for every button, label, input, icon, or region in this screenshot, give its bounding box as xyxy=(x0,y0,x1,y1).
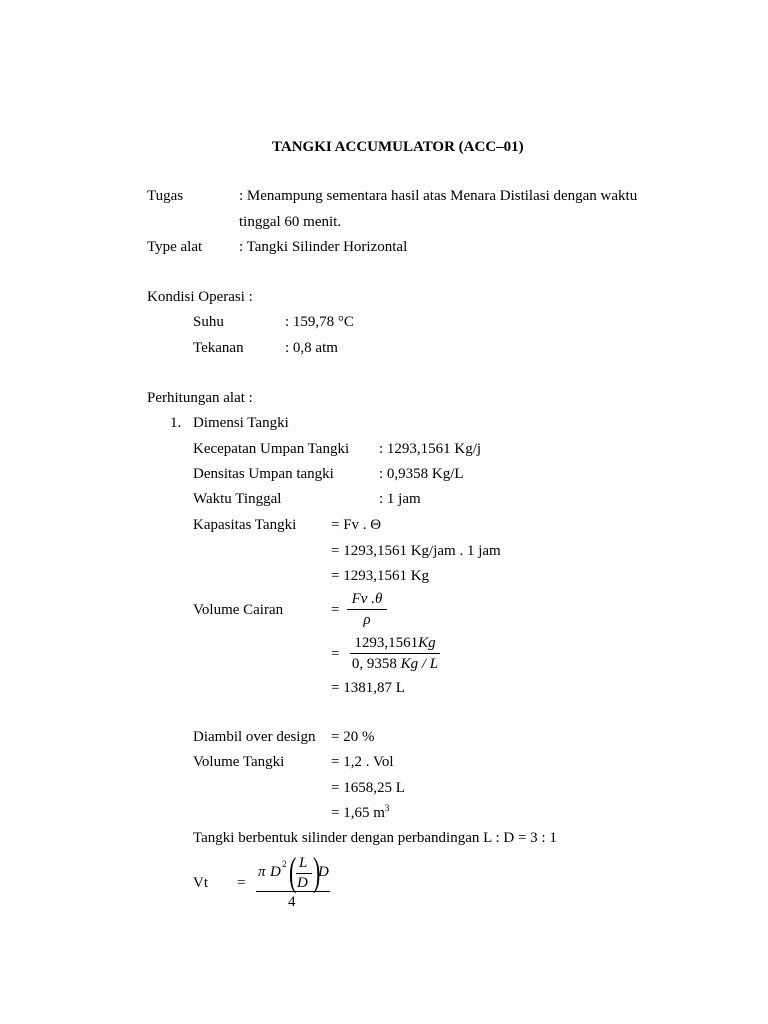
l-over-d-denominator: D xyxy=(297,875,308,891)
tugas-text-line-2: tinggal 60 menit. xyxy=(239,214,342,230)
vt-equals-sign: = xyxy=(237,875,246,891)
kapasitas-line-2: = 1293,1561 Kg/jam . 1 jam xyxy=(331,543,501,559)
waktu-tinggal-value: : 1 jam xyxy=(379,491,421,507)
page-title: TANGKI ACCUMULATOR (ACC–01) xyxy=(272,139,524,155)
d-symbol: D xyxy=(270,864,281,880)
right-parenthesis: ) xyxy=(312,849,321,894)
d-tail-symbol: D xyxy=(318,864,329,880)
left-parenthesis: ( xyxy=(288,849,297,894)
suhu-value: : 159,78 °C xyxy=(285,314,354,330)
kapasitas-line-1: = Fv . Θ xyxy=(331,517,382,533)
fraction-bar xyxy=(350,653,440,654)
kapasitas-line-3: = 1293,1561 Kg xyxy=(331,568,430,584)
volume-tangki-line-1: = 1,2 . Vol xyxy=(331,754,394,770)
densitas-umpan-value: : 0,9358 Kg/L xyxy=(379,466,464,482)
volume-tangki-line-2: = 1658,25 L xyxy=(331,780,405,796)
kecepatan-umpan-value: : 1293,1561 Kg/j xyxy=(379,441,482,457)
l-over-d-numerator: L xyxy=(299,855,308,871)
vt-denominator: 4 xyxy=(288,894,296,910)
pi-symbol: π xyxy=(258,864,266,880)
type-alat-value: : Tangki Silinder Horizontal xyxy=(239,239,408,255)
kapasitas-label: Kapasitas Tangki xyxy=(193,517,297,533)
tugas-text-line-1: : Menampung sementara hasil atas Menara Distilasi dengan waktu xyxy=(239,188,638,204)
kondisi-operasi-heading: Kondisi Operasi : xyxy=(147,289,253,305)
kecepatan-umpan-label: Kecepatan Umpan Tangki xyxy=(193,441,350,457)
fraction-denominator: ρ xyxy=(363,612,371,628)
suhu-label: Suhu xyxy=(193,314,224,330)
volume-cairan-result: = 1381,87 L xyxy=(331,680,405,696)
over-design-label: Diambil over design xyxy=(193,729,316,745)
fraction-denominator: 0, 9358 Kg / L xyxy=(351,656,439,672)
tekanan-label: Tekanan xyxy=(193,340,244,356)
waktu-tinggal-label: Waktu Tinggal xyxy=(193,491,282,507)
volume-tangki-m3: = 1,65 $m^3$ xyxy=(331,803,390,821)
equals-sign: = xyxy=(331,602,340,618)
over-design-value: = 20 % xyxy=(331,729,375,745)
equals-sign: = xyxy=(331,646,340,662)
item-number: 1. xyxy=(170,415,182,431)
tugas-label: Tugas xyxy=(147,188,184,204)
fraction-numerator: 1293,1561Kg xyxy=(354,635,436,651)
fraction-numerator: Fv .θ xyxy=(351,591,383,607)
silinder-ratio-text: Tangki berbentuk silinder dengan perbandingan L : D = 3 : 1 xyxy=(193,830,557,846)
densitas-umpan-label: Densitas Umpan tangki xyxy=(193,466,334,482)
l-over-d-bar xyxy=(296,873,312,874)
d-exponent: 2 xyxy=(282,859,287,869)
vt-fraction-bar xyxy=(256,891,330,892)
tekanan-value: : 0,8 atm xyxy=(285,340,338,356)
type-alat-label: Type alat xyxy=(147,239,203,255)
volume-tangki-label: Volume Tangki xyxy=(193,754,285,770)
item-title: Dimensi Tangki xyxy=(193,415,289,431)
fraction-fv-theta-over-rho xyxy=(347,592,387,628)
perhitungan-heading: Perhitungan alat : xyxy=(147,390,253,406)
fraction-kg-over-density xyxy=(350,636,440,672)
vt-label: Vt xyxy=(193,875,208,891)
fraction-bar xyxy=(347,609,387,610)
volume-cairan-label: Volume Cairan xyxy=(193,602,284,618)
